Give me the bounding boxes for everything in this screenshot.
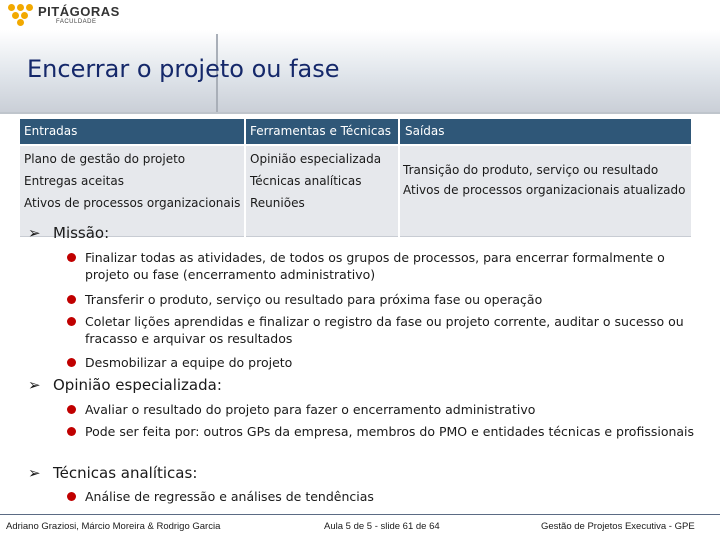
bullet-dot-icon — [67, 317, 76, 326]
sub-bullet-text: Avaliar o resultado do projeto para fazer o encerramento administrativo — [85, 402, 536, 417]
sub-bullet-text: Análise de regressão e análises de tendências — [85, 489, 374, 504]
bullet-dot-icon — [67, 253, 76, 262]
bullet-dot-icon — [67, 295, 76, 304]
column-divider — [244, 119, 246, 237]
arrow-bullet-icon: ➢ — [28, 464, 41, 482]
sub-bullet-text: Transferir o produto, serviço ou resultado para próxima fase ou operação — [85, 292, 543, 307]
footer-authors: Adriano Graziosi, Márcio Moreira & Rodrigo Garcia — [6, 521, 221, 532]
footer-divider — [0, 514, 720, 515]
input-item: Plano de gestão do projeto — [24, 152, 186, 166]
table-header-row — [20, 119, 691, 144]
sub-bullet-text: Finalizar todas as atividades, de todos os grupos de processos, para encerrar formalmente o projeto ou fase (encerramento administrativo) — [85, 250, 665, 282]
title-rule — [0, 112, 720, 114]
logo-subtitle: FACULDADE — [56, 19, 97, 25]
input-item: Entregas aceitas — [24, 174, 124, 188]
footer-slide-number: Aula 5 de 5 - slide 61 de 64 — [324, 521, 440, 532]
arrow-bullet-icon: ➢ — [28, 376, 41, 394]
table-body-row — [20, 146, 691, 237]
sub-bullet-text: Pode ser feita por: outros GPs da empresa, membros do PMO e entidades técnicas e profissionais — [85, 424, 695, 439]
page-title: Encerrar o projeto ou fase — [27, 55, 340, 83]
bullet-label: Opinião especializada: — [53, 376, 222, 394]
tool-item: Reuniões — [250, 196, 305, 210]
logo-name: PITÁGORAS — [38, 4, 120, 19]
bullet-dot-icon — [67, 405, 76, 414]
inputs-cell — [24, 148, 240, 214]
outputs-cell — [403, 160, 685, 200]
tool-item: Opinião especializada — [250, 152, 382, 166]
bullet-label: Missão: — [53, 224, 110, 242]
header-tools: Ferramentas e Técnicas — [250, 124, 392, 138]
sub-bullet-text: Desmobilizar a equipe do projeto — [85, 355, 293, 370]
sub-bullet-text: Coletar lições aprendidas e finalizar o registro da fase ou projeto corrente, auditar o sucesso ou fracasso e arquivar os resultados — [85, 314, 684, 346]
bullet-label: Técnicas analíticas: — [53, 464, 198, 482]
footer-course: Gestão de Projetos Executiva - GPE — [541, 521, 695, 532]
output-item: Ativos de processos organizacionais atualizado — [403, 183, 686, 197]
bullet-dot-icon — [67, 492, 76, 501]
input-item: Ativos de processos organizacionais — [24, 196, 241, 210]
arrow-bullet-icon: ➢ — [28, 224, 41, 242]
tools-cell — [250, 148, 381, 214]
faculty-logo — [8, 2, 128, 28]
bullet-dot-icon — [67, 427, 76, 436]
output-item: Transição do produto, serviço ou resultado — [403, 163, 659, 177]
tool-item: Técnicas analíticas — [250, 174, 362, 188]
header-outputs: Saídas — [405, 124, 445, 138]
bullet-dot-icon — [67, 358, 76, 367]
header-inputs: Entradas — [24, 124, 78, 138]
logo-mark-icon — [8, 4, 34, 26]
column-divider — [398, 119, 400, 237]
